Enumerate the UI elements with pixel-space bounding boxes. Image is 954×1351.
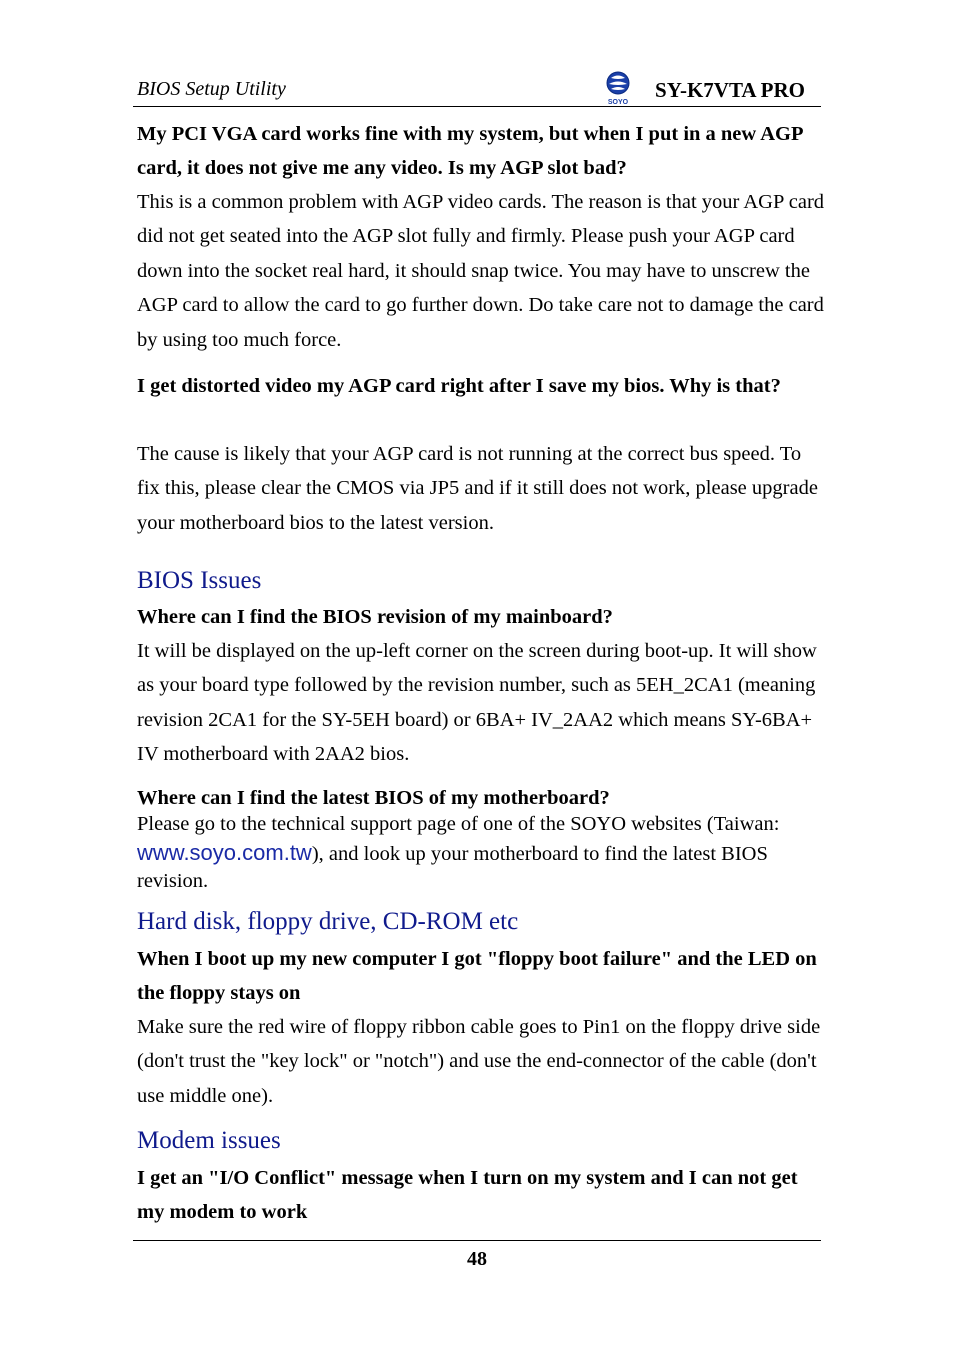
bios-a2-text-end: ), and look up your motherboard to find the latest BIOS revision. [137, 842, 768, 893]
disk-a1: Make sure the red wire of floppy ribbon cable goes to Pin1 on the floppy drive side (don't trust the "key lock" or "notch") and use the end-connector of the cable (don't use middle one). [137, 1016, 821, 1107]
modem-heading: Modem issues [137, 1127, 281, 1154]
footer-divider [133, 1240, 821, 1241]
disk-heading: Hard disk, floppy drive, CD-ROM etc [137, 908, 519, 935]
bios-q2: Where can I find the latest BIOS of my motherboard? [137, 787, 610, 809]
disk-q1: When I boot up my new computer I got "floppy boot failure" and the LED on the floppy stays on [137, 948, 817, 1005]
bios-a1: It will be displayed on the up-left corner on the screen during boot-up. It will show as your board type followed by the revision number, such as 5EH_2CA1 (meaning revision 2CA1 for the SY-5EH board) or 6BA+ IV_2AA2 which means SY-6BA+ IV motherboard with 2AA2 bios. [137, 640, 817, 766]
page-header [133, 70, 821, 107]
bios-a2-text-start: Please go to the technical support page of one of the SOYO websites (Taiwan: [137, 813, 780, 835]
modem-q1: I get an "I/O Conflict" message when I turn on my system and I can not get my modem to work [137, 1167, 798, 1224]
bios-a2 [137, 811, 827, 896]
faq1-question: My PCI VGA card works fine with my system, but when I put in a new AGP card, it does not give me any video. Is my AGP slot bad? [137, 123, 803, 180]
faq1-answer: This is a common problem with AGP video cards. The reason is that your AGP card did not get seated into the AGP slot fully and firmly. Please push your AGP card down into the socket real hard, it should snap twice. You may have to unscrew the AGP card to allow the card to go further down. Do take care not to damage the card by using too much force. [137, 191, 825, 351]
page-number: 48 [467, 1248, 487, 1270]
faq2-question: I get distorted video my AGP card right after I save my bios. Why is that? [137, 375, 781, 397]
soyo-website-link[interactable]: www.soyo.com.tw [137, 839, 312, 865]
header-title: BIOS Setup Utility [137, 78, 286, 100]
logo-text: SOYO [607, 99, 629, 106]
bios-q1: Where can I find the BIOS revision of my mainboard? [137, 606, 613, 628]
faq2-answer: The cause is likely that your AGP card is not running at the correct bus speed. To fix this, please clear the CMOS via JP5 and if it still does not work, please upgrade your motherboard bios to the latest version. [137, 443, 818, 534]
bios-issues-heading: BIOS Issues [137, 567, 262, 594]
header-model: SY-K7VTA PRO [655, 78, 805, 102]
soyo-logo-icon [601, 70, 635, 106]
